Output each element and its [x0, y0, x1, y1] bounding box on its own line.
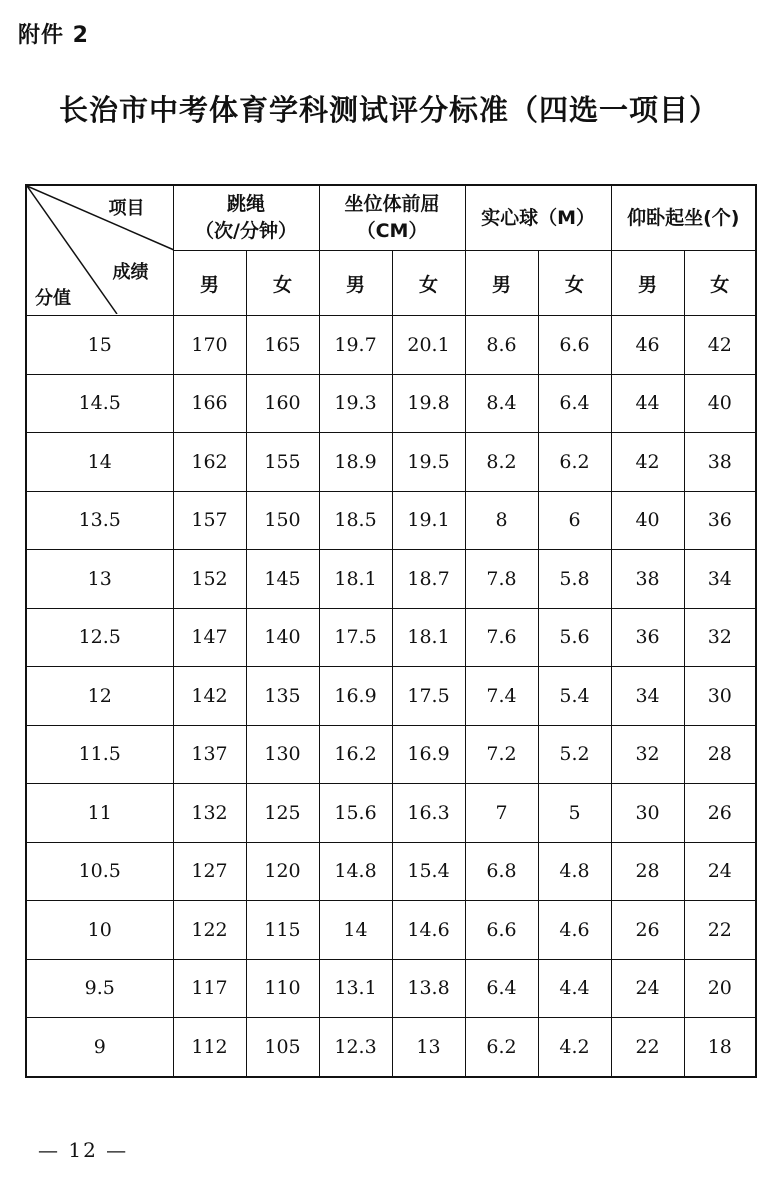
value-cell: 8	[465, 491, 538, 550]
value-cell: 36	[611, 608, 684, 667]
value-cell: 6.6	[538, 316, 611, 375]
value-cell: 8.6	[465, 316, 538, 375]
annex-label: 附件 2	[18, 23, 89, 48]
value-cell: 6.8	[465, 842, 538, 901]
value-cell: 32	[684, 608, 756, 667]
score-cell: 15	[26, 316, 173, 375]
value-cell: 145	[246, 550, 319, 609]
score-cell: 9	[26, 1018, 173, 1077]
value-cell: 22	[684, 901, 756, 960]
table-row	[26, 959, 756, 1018]
score-cell: 9.5	[26, 959, 173, 1018]
value-cell: 152	[173, 550, 246, 609]
table-row	[26, 433, 756, 492]
value-cell: 6.2	[465, 1018, 538, 1077]
value-cell: 26	[684, 784, 756, 843]
value-cell: 40	[611, 491, 684, 550]
table-row	[26, 725, 756, 784]
value-cell: 14	[319, 901, 392, 960]
table-row	[26, 842, 756, 901]
value-cell: 4.6	[538, 901, 611, 960]
sex-header-male: 男	[465, 251, 538, 316]
value-cell: 12.3	[319, 1018, 392, 1077]
value-cell: 4.2	[538, 1018, 611, 1077]
value-cell: 30	[611, 784, 684, 843]
value-cell: 6.2	[538, 433, 611, 492]
value-cell: 5.8	[538, 550, 611, 609]
sex-header-female: 女	[538, 251, 611, 316]
value-cell: 6.6	[465, 901, 538, 960]
value-cell: 7	[465, 784, 538, 843]
value-cell: 19.1	[392, 491, 465, 550]
value-cell: 7.6	[465, 608, 538, 667]
value-cell: 140	[246, 608, 319, 667]
value-cell: 30	[684, 667, 756, 726]
score-cell: 14.5	[26, 374, 173, 433]
value-cell: 18.9	[319, 433, 392, 492]
value-cell: 5	[538, 784, 611, 843]
corner-item-label: 项目	[108, 198, 145, 219]
value-cell: 28	[611, 842, 684, 901]
value-cell: 170	[173, 316, 246, 375]
value-cell: 165	[246, 316, 319, 375]
sex-header-male: 男	[319, 251, 392, 316]
value-cell: 38	[684, 433, 756, 492]
value-cell: 8.2	[465, 433, 538, 492]
table-row	[26, 901, 756, 960]
value-cell: 13.1	[319, 959, 392, 1018]
value-cell: 160	[246, 374, 319, 433]
value-cell: 46	[611, 316, 684, 375]
value-cell: 36	[684, 491, 756, 550]
value-cell: 6	[538, 491, 611, 550]
value-cell: 157	[173, 491, 246, 550]
value-cell: 130	[246, 725, 319, 784]
score-cell: 11.5	[26, 725, 173, 784]
value-cell: 19.3	[319, 374, 392, 433]
value-cell: 7.4	[465, 667, 538, 726]
value-cell: 120	[246, 842, 319, 901]
value-cell: 42	[684, 316, 756, 375]
value-cell: 5.2	[538, 725, 611, 784]
value-cell: 16.9	[319, 667, 392, 726]
value-cell: 42	[611, 433, 684, 492]
table-row	[26, 550, 756, 609]
score-cell: 12.5	[26, 608, 173, 667]
score-cell: 10	[26, 901, 173, 960]
value-cell: 127	[173, 842, 246, 901]
page-title: 长治市中考体育学科测试评分标准（四选一项目）	[58, 93, 719, 127]
table-row	[26, 316, 756, 375]
value-cell: 32	[611, 725, 684, 784]
score-cell: 14	[26, 433, 173, 492]
table-row	[26, 491, 756, 550]
corner-score-label: 分值	[35, 288, 71, 309]
value-cell: 22	[611, 1018, 684, 1077]
value-cell: 24	[611, 959, 684, 1018]
sex-header-female: 女	[392, 251, 465, 316]
event-name: 跳绳	[227, 193, 266, 215]
value-cell: 14.6	[392, 901, 465, 960]
value-cell: 28	[684, 725, 756, 784]
score-cell: 13.5	[26, 491, 173, 550]
value-cell: 4.4	[538, 959, 611, 1018]
value-cell: 18.1	[319, 550, 392, 609]
value-cell: 19.7	[319, 316, 392, 375]
table-row	[26, 608, 756, 667]
value-cell: 166	[173, 374, 246, 433]
value-cell: 6.4	[538, 374, 611, 433]
value-cell: 162	[173, 433, 246, 492]
event-unit: （CM）	[356, 220, 428, 242]
sex-header-female: 女	[684, 251, 756, 316]
table-row	[26, 374, 756, 433]
value-cell: 5.6	[538, 608, 611, 667]
corner-header-cell	[26, 185, 173, 316]
event-name: 仰卧起坐(个)	[627, 206, 740, 229]
value-cell: 20.1	[392, 316, 465, 375]
value-cell: 17.5	[392, 667, 465, 726]
table-row	[26, 784, 756, 843]
corner-result-label: 成绩	[112, 262, 149, 283]
value-cell: 155	[246, 433, 319, 492]
value-cell: 115	[246, 901, 319, 960]
value-cell: 135	[246, 667, 319, 726]
value-cell: 17.5	[319, 608, 392, 667]
value-cell: 13.8	[392, 959, 465, 1018]
event-header-medicine-ball	[465, 185, 611, 251]
table-row	[26, 667, 756, 726]
value-cell: 18.7	[392, 550, 465, 609]
value-cell: 142	[173, 667, 246, 726]
value-cell: 125	[246, 784, 319, 843]
event-name: 坐位体前屈	[344, 193, 440, 215]
value-cell: 18.1	[392, 608, 465, 667]
sex-header-female: 女	[246, 251, 319, 316]
value-cell: 137	[173, 725, 246, 784]
value-cell: 7.2	[465, 725, 538, 784]
value-cell: 38	[611, 550, 684, 609]
header-row-events	[26, 185, 756, 251]
table-row	[26, 1018, 756, 1077]
score-table	[25, 184, 757, 1078]
value-cell: 44	[611, 374, 684, 433]
sex-header-male: 男	[611, 251, 684, 316]
value-cell: 132	[173, 784, 246, 843]
value-cell: 122	[173, 901, 246, 960]
sex-header-male: 男	[173, 251, 246, 316]
value-cell: 19.5	[392, 433, 465, 492]
value-cell: 150	[246, 491, 319, 550]
value-cell: 117	[173, 959, 246, 1018]
value-cell: 6.4	[465, 959, 538, 1018]
score-cell: 13	[26, 550, 173, 609]
value-cell: 18	[684, 1018, 756, 1077]
value-cell: 4.8	[538, 842, 611, 901]
value-cell: 16.3	[392, 784, 465, 843]
value-cell: 34	[611, 667, 684, 726]
value-cell: 110	[246, 959, 319, 1018]
score-cell: 12	[26, 667, 173, 726]
value-cell: 24	[684, 842, 756, 901]
value-cell: 19.8	[392, 374, 465, 433]
value-cell: 105	[246, 1018, 319, 1077]
value-cell: 147	[173, 608, 246, 667]
value-cell: 15.4	[392, 842, 465, 901]
event-header-sit-and-reach	[319, 185, 465, 251]
value-cell: 26	[611, 901, 684, 960]
value-cell: 16.9	[392, 725, 465, 784]
event-header-jump-rope	[173, 185, 319, 251]
value-cell: 13	[392, 1018, 465, 1077]
value-cell: 8.4	[465, 374, 538, 433]
event-unit: （次/分钟）	[195, 220, 297, 242]
event-name: 实心球（M）	[481, 206, 595, 229]
score-cell: 10.5	[26, 842, 173, 901]
value-cell: 40	[684, 374, 756, 433]
value-cell: 20	[684, 959, 756, 1018]
value-cell: 16.2	[319, 725, 392, 784]
value-cell: 18.5	[319, 491, 392, 550]
event-header-sit-ups	[611, 185, 756, 251]
value-cell: 14.8	[319, 842, 392, 901]
page-number: — 12 —	[38, 1138, 129, 1162]
value-cell: 15.6	[319, 784, 392, 843]
value-cell: 7.8	[465, 550, 538, 609]
value-cell: 34	[684, 550, 756, 609]
score-cell: 11	[26, 784, 173, 843]
value-cell: 112	[173, 1018, 246, 1077]
value-cell: 5.4	[538, 667, 611, 726]
